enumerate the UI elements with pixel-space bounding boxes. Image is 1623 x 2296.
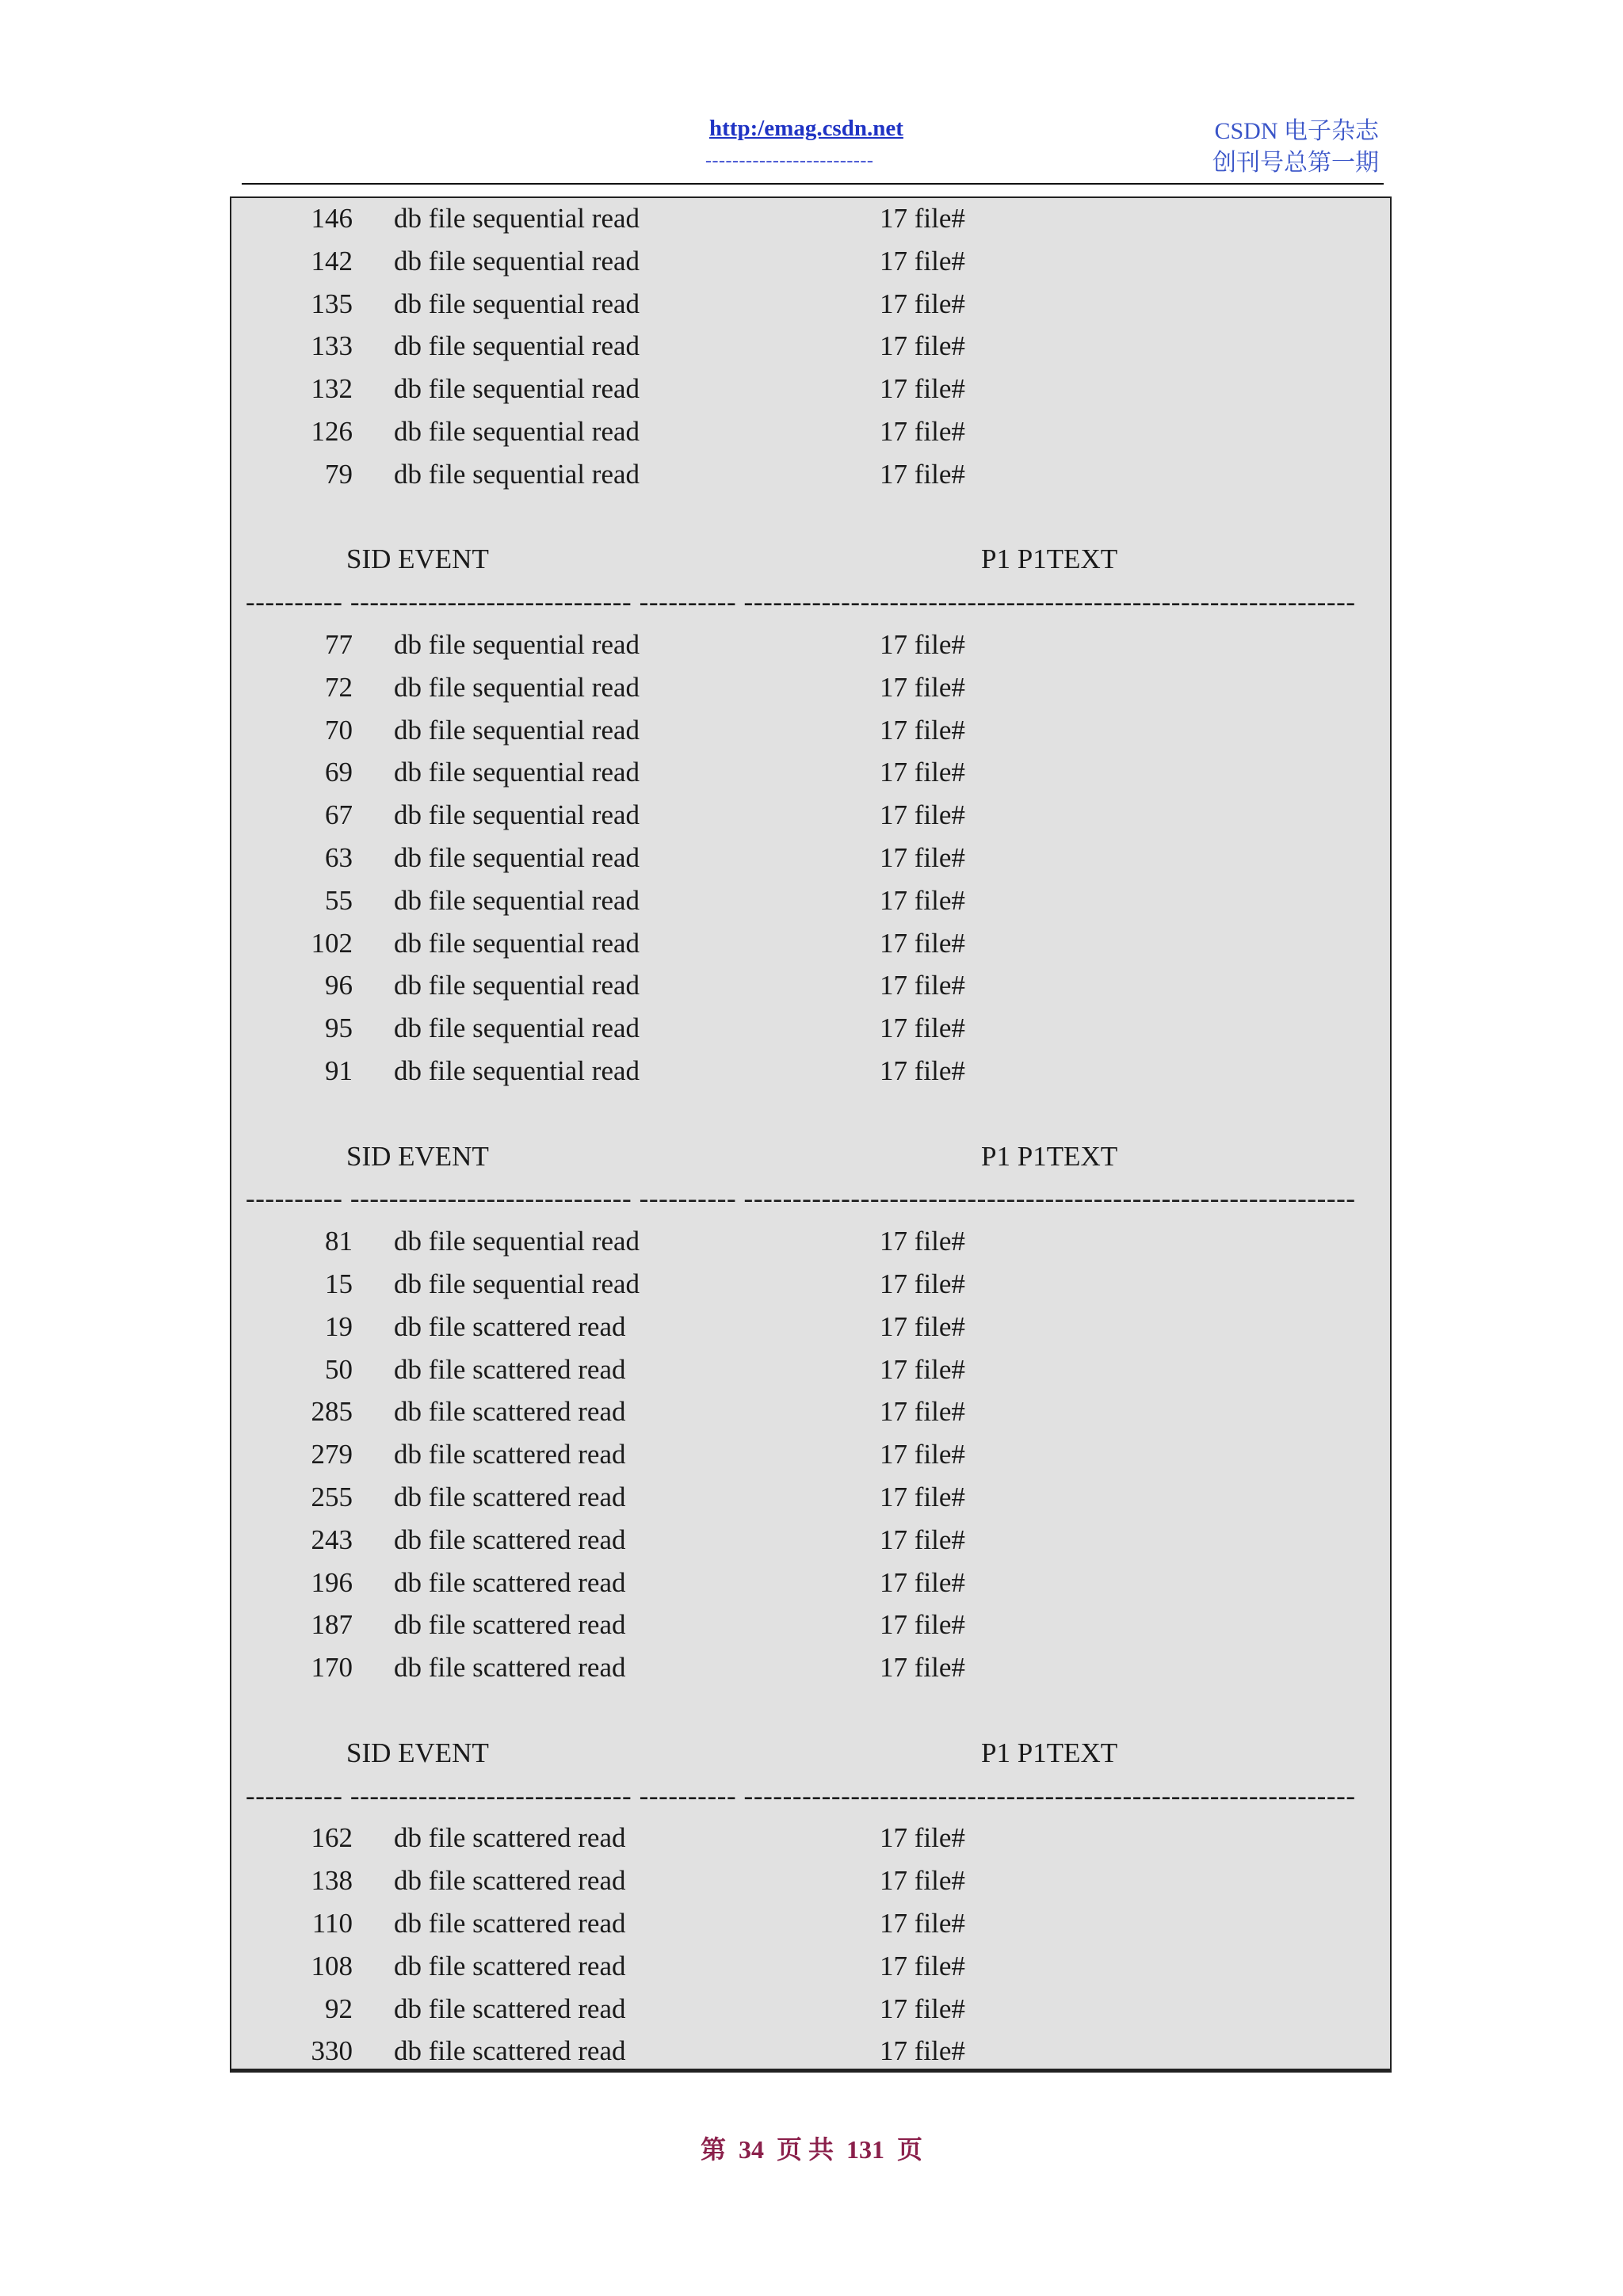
row-sid: 187 — [311, 1609, 353, 1641]
row-event: db file sequential read — [394, 757, 640, 788]
row-event: db file scattered read — [394, 1950, 626, 1981]
row-p1: 17 file# — [880, 458, 965, 490]
code-row — [231, 842, 1390, 885]
row-event: db file sequential read — [394, 714, 640, 746]
row-p1: 17 file# — [880, 1482, 965, 1512]
code-row — [231, 799, 1390, 842]
row-p1: 17 file# — [880, 1822, 965, 1854]
row-event: db file sequential read — [394, 671, 640, 703]
row-sid: 285 — [311, 1396, 353, 1428]
code-listing — [230, 196, 1392, 2073]
row-p1: 17 file# — [880, 927, 965, 959]
code-row — [231, 203, 1390, 246]
column-header-p1: P1 P1TEXT — [981, 1140, 1118, 1172]
row-event: db file sequential read — [394, 1268, 640, 1299]
row-sid: 96 — [325, 970, 353, 1001]
row-sid: 55 — [325, 884, 353, 916]
header-link[interactable]: http:/emag.csdn.net — [709, 116, 903, 141]
row-event: db file scattered read — [394, 1865, 626, 1897]
separator-dashes: ---------- ----------------------------- ---------- --------------------------------------------------------------- — [246, 1779, 1356, 1811]
row-p1: 17 file# — [880, 416, 965, 447]
row-sid: 72 — [325, 671, 353, 703]
separator-dashes: ---------- ----------------------------- ---------- --------------------------------------------------------------- — [246, 586, 1356, 618]
footer-page-number: 34 — [738, 2135, 764, 2164]
row-sid: 162 — [311, 1822, 353, 1854]
row-sid: 63 — [325, 842, 353, 873]
row-p1: 17 file# — [880, 1310, 965, 1342]
row-event: db file scattered read — [394, 1524, 626, 1555]
row-event: db file sequential read — [394, 373, 640, 405]
code-row — [231, 757, 1390, 799]
row-sid: 79 — [325, 458, 353, 490]
separator-line — [231, 1183, 1390, 1226]
column-header-sid-event: SID EVENT — [346, 1140, 489, 1172]
code-row — [231, 1055, 1390, 1098]
code-row — [231, 715, 1390, 757]
row-sid: 108 — [311, 1950, 353, 1981]
row-p1: 17 file# — [880, 1055, 965, 1086]
row-sid: 279 — [311, 1439, 353, 1470]
footer-total-pages: 131 — [846, 2135, 884, 2164]
row-event: db file scattered read — [394, 1609, 626, 1641]
row-event: db file sequential read — [394, 1226, 640, 1257]
row-sid: 50 — [325, 1353, 353, 1385]
row-p1: 17 file# — [880, 1353, 965, 1385]
footer-label-page: 第 — [700, 2135, 726, 2164]
row-sid: 170 — [311, 1652, 353, 1684]
row-sid: 110 — [311, 1908, 353, 1939]
row-p1: 17 file# — [880, 1268, 965, 1299]
row-event: db file scattered read — [394, 1993, 626, 2024]
row-event: db file sequential read — [394, 884, 640, 916]
row-p1: 17 file# — [880, 330, 965, 362]
code-row — [231, 1013, 1390, 1055]
row-p1: 17 file# — [880, 799, 965, 831]
row-sid: 255 — [311, 1482, 353, 1512]
footer-label-of: 页 共 — [776, 2135, 834, 2164]
code-row — [231, 1822, 1390, 1865]
row-event: db file sequential read — [394, 245, 640, 277]
column-header-line — [231, 1141, 1390, 1184]
code-row — [231, 1951, 1390, 1993]
code-row — [231, 885, 1390, 928]
code-row — [231, 1524, 1390, 1567]
row-p1: 17 file# — [880, 1013, 965, 1044]
code-row — [231, 1482, 1390, 1524]
row-sid: 95 — [325, 1013, 353, 1044]
row-p1: 17 file# — [880, 629, 965, 660]
code-row — [231, 288, 1390, 331]
code-row — [231, 1865, 1390, 1908]
column-header-line — [231, 1737, 1390, 1780]
code-row — [231, 928, 1390, 971]
code-row — [231, 373, 1390, 416]
code-row — [231, 459, 1390, 502]
header-dashes: ------------------------- — [705, 151, 874, 171]
row-sid: 133 — [311, 330, 353, 362]
column-header-sid-event: SID EVENT — [346, 543, 489, 575]
row-p1: 17 file# — [880, 1865, 965, 1897]
row-p1: 17 file# — [880, 1226, 965, 1257]
row-event: db file sequential read — [394, 842, 640, 873]
row-event: db file sequential read — [394, 970, 640, 1001]
magazine-line-2: 创刊号总第一期 — [1212, 150, 1379, 176]
row-sid: 196 — [311, 1566, 353, 1598]
column-header-p1: P1 P1TEXT — [981, 543, 1118, 575]
row-sid: 67 — [325, 799, 353, 831]
code-row — [231, 672, 1390, 715]
row-event: db file sequential read — [394, 458, 640, 490]
row-p1: 17 file# — [880, 671, 965, 703]
row-sid: 135 — [311, 288, 353, 319]
row-event: db file scattered read — [394, 1353, 626, 1385]
row-p1: 17 file# — [880, 1396, 965, 1428]
row-p1: 17 file# — [880, 1566, 965, 1598]
column-header-sid-event: SID EVENT — [346, 1737, 489, 1768]
header-rule — [242, 183, 1384, 185]
row-event: db file sequential read — [394, 203, 640, 234]
column-header-line — [231, 543, 1390, 586]
row-event: db file scattered read — [394, 1566, 626, 1598]
row-p1: 17 file# — [880, 373, 965, 405]
code-row — [231, 246, 1390, 288]
code-row — [231, 1354, 1390, 1397]
row-sid: 132 — [311, 373, 353, 405]
row-event: db file scattered read — [394, 1396, 626, 1428]
row-sid: 92 — [325, 1993, 353, 2024]
row-p1: 17 file# — [880, 1609, 965, 1641]
row-event: db file scattered read — [394, 1439, 626, 1470]
row-p1: 17 file# — [880, 1524, 965, 1555]
code-row — [231, 970, 1390, 1013]
row-p1: 17 file# — [880, 1908, 965, 1939]
separator-dashes: ---------- ----------------------------- ---------- --------------------------------------------------------------- — [246, 1183, 1356, 1215]
row-sid: 81 — [325, 1226, 353, 1257]
row-sid: 126 — [311, 416, 353, 447]
code-row — [231, 1226, 1390, 1268]
row-event: db file sequential read — [394, 288, 640, 319]
row-sid: 142 — [311, 245, 353, 277]
code-row — [231, 1439, 1390, 1482]
code-row — [231, 1567, 1390, 1610]
row-event: db file sequential read — [394, 1055, 640, 1086]
footer-label-end: 页 — [897, 2135, 923, 2164]
column-header-p1: P1 P1TEXT — [981, 1737, 1118, 1768]
row-sid: 138 — [311, 1865, 353, 1897]
code-row — [231, 1908, 1390, 1951]
row-sid: 146 — [311, 203, 353, 234]
row-sid: 77 — [325, 629, 353, 660]
row-sid: 243 — [311, 1524, 353, 1555]
row-sid: 69 — [325, 757, 353, 788]
separator-line — [231, 1780, 1390, 1823]
code-row — [231, 1993, 1390, 2036]
row-sid: 91 — [325, 1055, 353, 1086]
row-sid: 70 — [325, 714, 353, 746]
row-sid: 15 — [325, 1268, 353, 1299]
row-p1: 17 file# — [880, 970, 965, 1001]
page-footer — [0, 2130, 1623, 2166]
code-row — [231, 1609, 1390, 1652]
row-event: db file sequential read — [394, 1013, 640, 1044]
code-row — [231, 1311, 1390, 1354]
row-sid: 102 — [311, 927, 353, 959]
magazine-line-1: CSDN 电子杂志 — [1214, 118, 1379, 144]
code-row — [231, 1652, 1390, 1695]
row-event: db file scattered read — [394, 1310, 626, 1342]
separator-line — [231, 586, 1390, 629]
code-row — [231, 2035, 1390, 2078]
magazine-title — [1212, 116, 1379, 179]
row-event: db file scattered read — [394, 1822, 626, 1854]
row-event: db file scattered read — [394, 1908, 626, 1939]
row-p1: 17 file# — [880, 1950, 965, 1981]
row-p1: 17 file# — [880, 245, 965, 277]
row-event: db file sequential read — [394, 927, 640, 959]
code-row — [231, 1396, 1390, 1439]
row-p1: 17 file# — [880, 2035, 965, 2067]
row-p1: 17 file# — [880, 203, 965, 234]
code-row — [231, 629, 1390, 672]
row-sid: 19 — [325, 1310, 353, 1342]
row-event: db file sequential read — [394, 330, 640, 362]
code-row — [231, 1268, 1390, 1311]
row-event: db file scattered read — [394, 1652, 626, 1684]
row-p1: 17 file# — [880, 1652, 965, 1684]
code-row — [231, 416, 1390, 459]
row-event: db file scattered read — [394, 2035, 626, 2067]
row-p1: 17 file# — [880, 757, 965, 788]
row-p1: 17 file# — [880, 842, 965, 873]
row-p1: 17 file# — [880, 1439, 965, 1470]
row-event: db file sequential read — [394, 799, 640, 831]
row-p1: 17 file# — [880, 1993, 965, 2024]
row-p1: 17 file# — [880, 884, 965, 916]
row-event: db file sequential read — [394, 629, 640, 660]
row-sid: 330 — [311, 2035, 353, 2067]
code-row — [231, 330, 1390, 373]
row-p1: 17 file# — [880, 714, 965, 746]
row-p1: 17 file# — [880, 288, 965, 319]
row-event: db file sequential read — [394, 416, 640, 447]
row-event: db file scattered read — [394, 1482, 626, 1512]
